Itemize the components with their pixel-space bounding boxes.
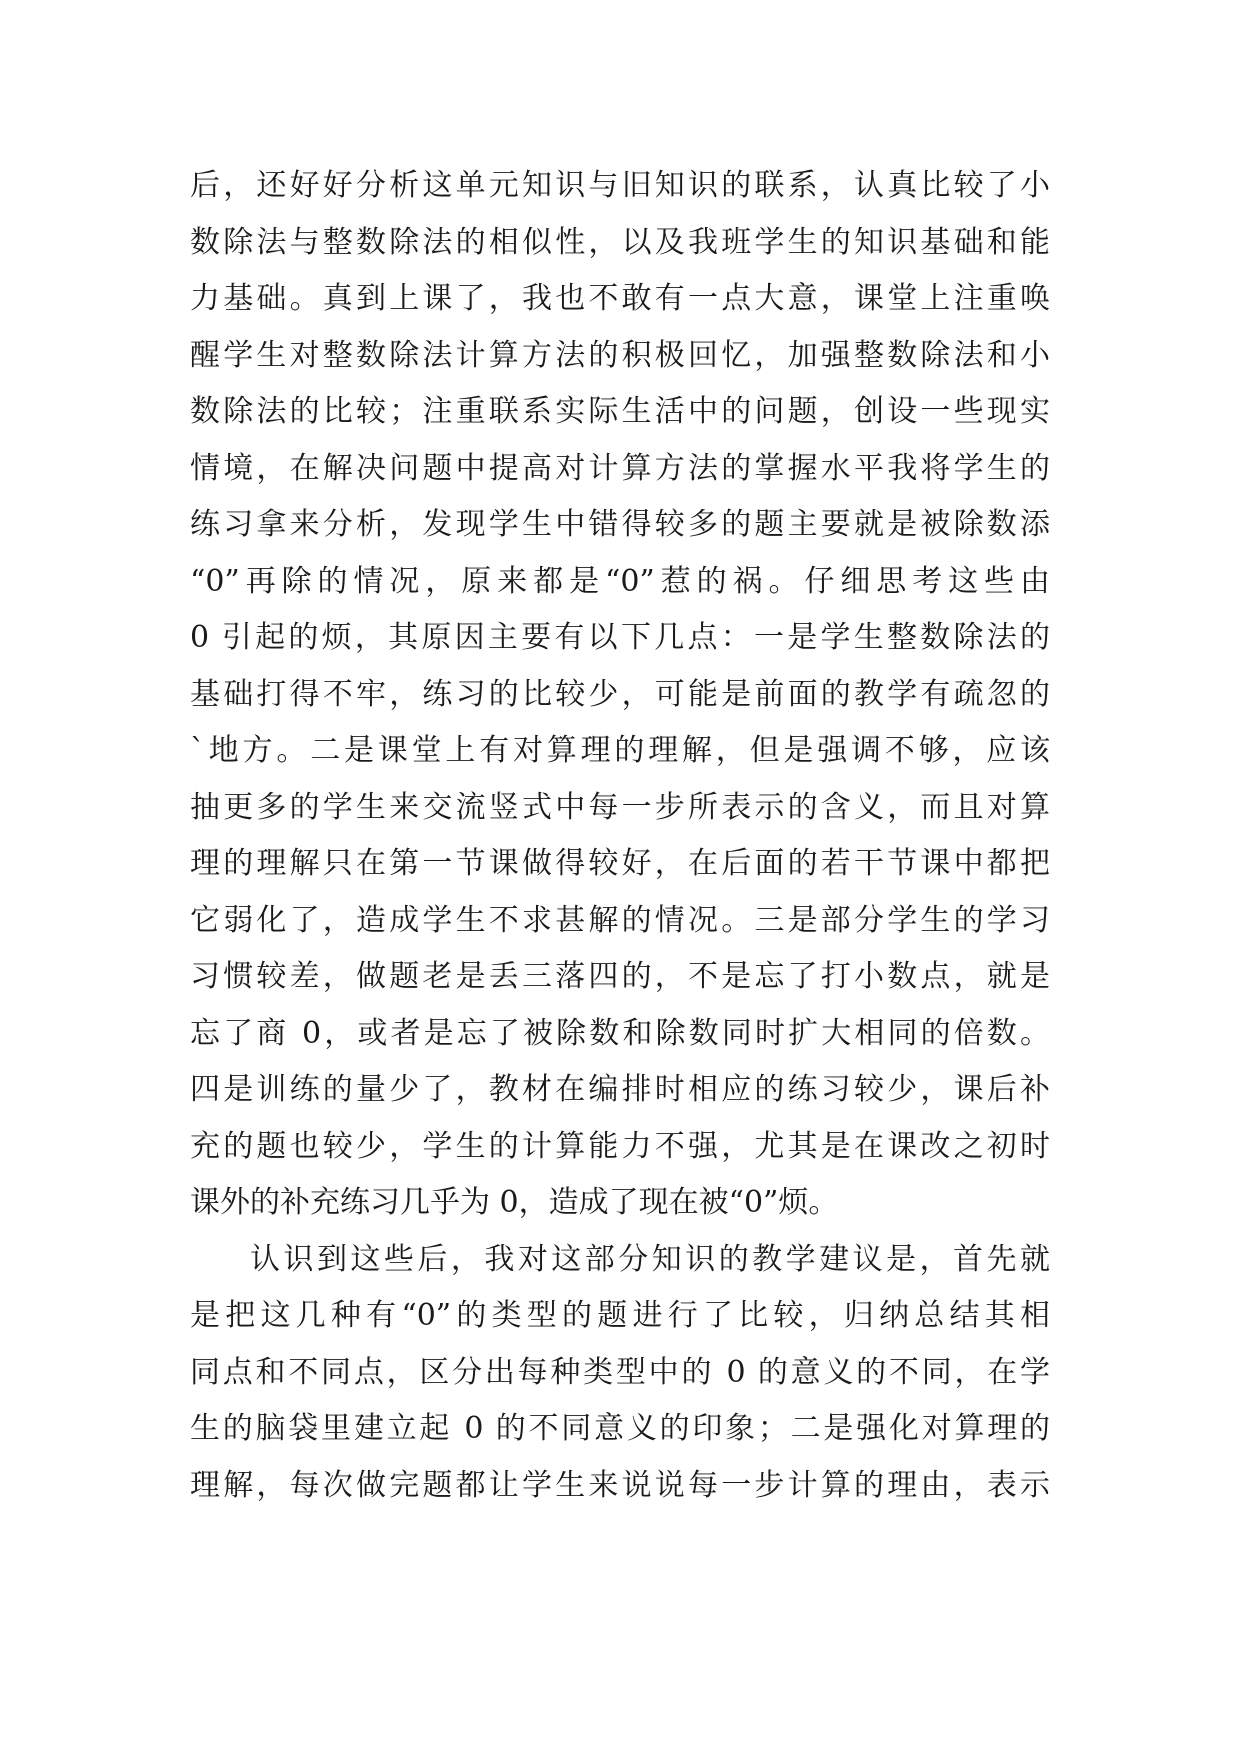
- text-line: 情境，在解决问题中提高对计算方法的掌握水平我将学生的: [190, 450, 1050, 486]
- text-line: 醒学生对整数除法计算方法的积极回忆，加强整数除法和小: [190, 337, 1050, 373]
- text-line: 忘了商 0，或者是忘了被除数和除数同时扩大相同的倍数。: [190, 1015, 1050, 1051]
- body-text: [190, 158, 1050, 1514]
- text-line: 数除法与整数除法的相似性，以及我班学生的知识基础和能: [190, 224, 1050, 260]
- text-line: 理解，每次做完题都让学生来说说每一步计算的理由，表示: [190, 1467, 1050, 1503]
- text-line: 充的题也较少，学生的计算能力不强，尤其是在课改之初时: [190, 1128, 1050, 1164]
- text-line: 它弱化了，造成学生不求甚解的情况。三是部分学生的学习: [190, 902, 1050, 938]
- text-line: 后，还好好分析这单元知识与旧知识的联系，认真比较了小: [190, 168, 1050, 203]
- text-line: 认识到这些后，我对这部分知识的教学建议是，首先就: [250, 1241, 1050, 1277]
- text-line: 习惯较差，做题老是丢三落四的，不是忘了打小数点，就是: [190, 959, 1050, 994]
- text-line: 是把这几种有“0”的类型的题进行了比较，归纳总结其相: [190, 1298, 1050, 1333]
- text-line: 生的脑袋里建立起 0 的不同意义的印象；二是强化对算理的: [190, 1411, 1050, 1446]
- text-line: `地方。二是课堂上有对算理的理解，但是强调不够，应该: [190, 733, 1050, 768]
- text-line: 抽更多的学生来交流竖式中每一步所表示的含义，而且对算: [190, 789, 1050, 825]
- text-line: 同点和不同点，区分出每种类型中的 0 的意义的不同，在学: [190, 1354, 1050, 1390]
- text-line: 课外的补充练习几乎为 0，造成了现在被“0”烦。: [190, 1185, 839, 1220]
- text-line: 练习拿来分析，发现学生中错得较多的题主要就是被除数添: [190, 507, 1050, 542]
- text-line: 数除法的比较；注重联系实际生活中的问题，创设一些现实: [190, 394, 1050, 429]
- text-line: 力基础。真到上课了，我也不敢有一点大意，课堂上注重唤: [190, 281, 1050, 316]
- text-line: 0 引起的烦，其原因主要有以下几点：一是学生整数除法的: [190, 620, 1050, 655]
- text-line: 理的理解只在第一节课做得较好，在后面的若干节课中都把: [190, 846, 1050, 881]
- text-line: 四是训练的量少了，教材在编排时相应的练习较少，课后补: [190, 1072, 1050, 1107]
- text-line: 基础打得不牢，练习的比较少，可能是前面的教学有疏忽的: [190, 676, 1050, 712]
- text-line: “0”再除的情况，原来都是“0”惹的祸。仔细思考这些由: [190, 563, 1050, 599]
